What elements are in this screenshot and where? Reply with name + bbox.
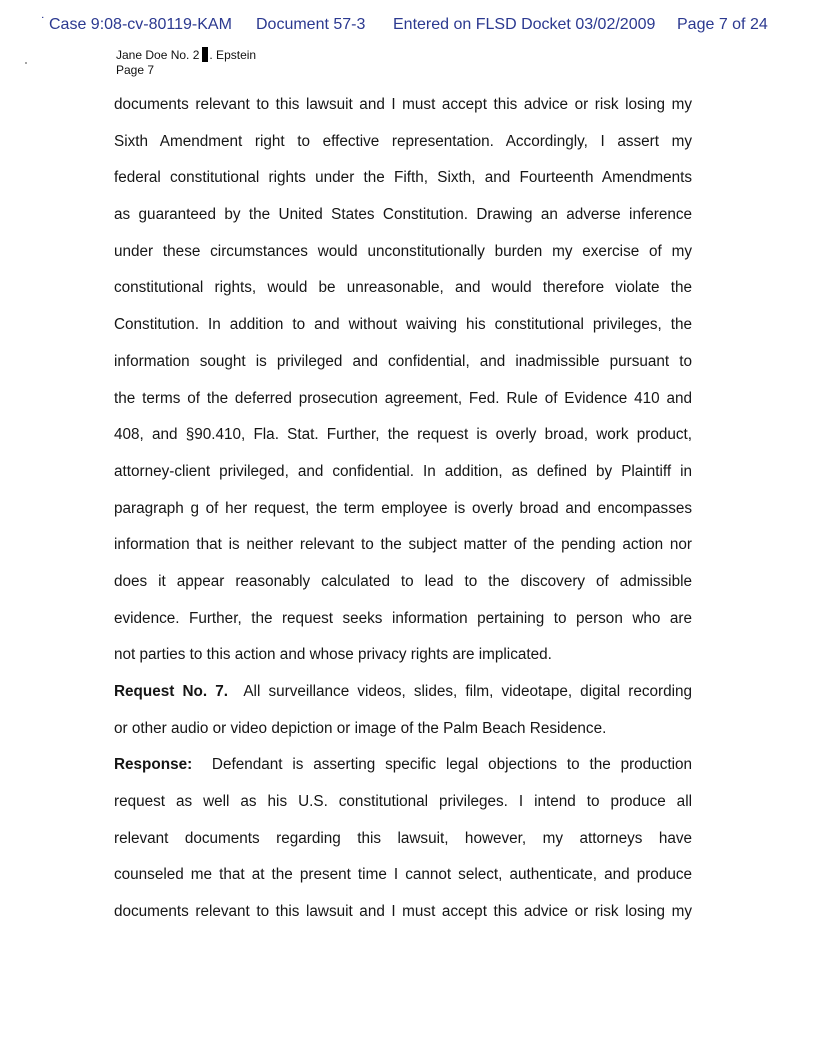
response-label: Response: — [114, 756, 193, 774]
scan-speck — [25, 62, 27, 64]
caption-line-1 — [116, 47, 256, 63]
body-line: information that is neither relevant to the subject matter of the pending action nor — [114, 536, 692, 554]
body-line: constitutional rights, would be unreasonable, and would therefore violate the — [114, 279, 692, 297]
docket-stamp — [0, 16, 817, 40]
request-7-line: or other audio or video depiction or image of the Palm Beach Residence. — [114, 719, 607, 737]
body-line: under these circumstances would unconstitutionally burden my exercise of my — [114, 242, 692, 260]
body-line: Sixth Amendment right to effective representation. Accordingly, I assert my — [114, 132, 692, 150]
body-line: not parties to this action and whose privacy rights are implicated. — [114, 646, 552, 664]
redaction-bar — [202, 47, 208, 62]
body-line: does it appear reasonably calculated to lead to the discovery of admissible — [114, 572, 692, 590]
body-line: federal constitutional rights under the Fifth, Sixth, and Fourteenth Amendments — [114, 169, 692, 187]
response-line: documents relevant to this lawsuit and I must accept this advice or risk losing my — [114, 903, 692, 921]
body-line: 408, and §90.410, Fla. Stat. Further, the request is overly broad, work product, — [114, 426, 692, 444]
body-line: the terms of the deferred prosecution agreement, Fed. Rule of Evidence 410 and — [114, 389, 692, 407]
body-line: attorney-client privileged, and confidential. In addition, as defined by Plaintiff in — [114, 462, 692, 480]
body-line: paragraph g of her request, the term employee is overly broad and encompasses — [114, 499, 692, 517]
body-line: Constitution. In addition to and without waiving his constitutional privileges, the — [114, 316, 692, 334]
page-caption — [116, 47, 256, 78]
request-7-text: All surveillance videos, slides, film, videotape, digital recording — [243, 683, 692, 700]
document-number: Document 57-3 — [256, 16, 366, 33]
docket-entry-date: Entered on FLSD Docket 03/02/2009 — [393, 16, 656, 33]
request-7-label: Request No. 7. — [114, 683, 228, 700]
scan-mark: ˙ — [41, 14, 46, 30]
case-number: Case 9:08-cv-80119-KAM — [49, 16, 232, 33]
response-line — [114, 752, 692, 789]
caption-party: Jane Doe No. 2 — [116, 48, 200, 62]
caption-defendant: . Epstein — [209, 48, 257, 62]
response-line: request as well as his U.S. constitutional privileges. I intend to produce all — [114, 793, 692, 811]
body-line: information sought is privileged and confidential, and inadmissible pursuant to — [114, 352, 692, 370]
page-count: Page 7 of 24 — [677, 16, 768, 33]
body-line: evidence. Further, the request seeks information pertaining to person who are — [114, 609, 692, 627]
response-line: counseled me that at the present time I cannot select, authenticate, and produce — [114, 866, 692, 884]
response-text: Defendant is asserting specific legal objections to the production — [211, 756, 692, 774]
response-line: relevant documents regarding this lawsuit, however, my attorneys have — [114, 829, 692, 847]
request-7-line — [114, 679, 692, 716]
body-line: as guaranteed by the United States Constitution. Drawing an adverse inference — [114, 206, 692, 224]
caption-page: Page 7 — [116, 63, 155, 77]
body-line: documents relevant to this lawsuit and I must accept this advice or risk losing my — [114, 96, 692, 113]
document-body — [114, 92, 692, 936]
